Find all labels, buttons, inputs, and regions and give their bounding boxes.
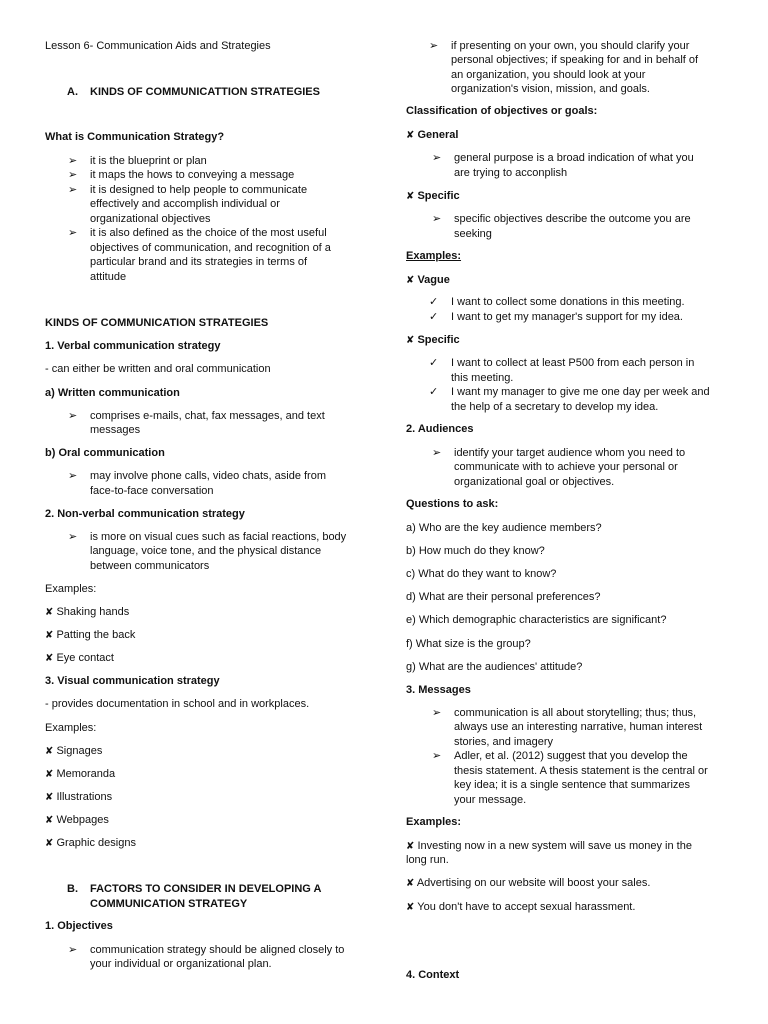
general-heading: ✘ General [406,129,459,141]
classification-heading: Classification of objectives or goals: [406,105,598,117]
arrow-bullet-icon: ➢ [68,169,78,181]
list-item: I want to get my manager's support for my idea. [451,311,683,323]
vague-heading: ✘ Vague [406,274,450,286]
check-mark-icon: ✓ [429,357,439,369]
arrow-bullet-icon: ➢ [432,707,442,719]
list-item: I want to collect some donations in this meeting. [451,296,685,308]
specific2-heading: ✘ Specific [406,334,460,346]
list-item: messages [90,424,141,436]
example-item: ✘ Memoranda [45,768,116,780]
list-item: it is also defined as the choice of the most useful [90,227,327,239]
list-item: I want my manager to give me one day per week and [451,386,710,398]
section-b-letter: B. [67,883,78,895]
arrow-bullet-icon: ➢ [432,213,442,225]
list-item: communication is all about storytelling; thus; thus, [454,707,697,719]
arrow-bullet-icon: ➢ [429,40,439,52]
nonverbal-heading: 2. Non-verbal communication strategy [45,508,245,520]
x-mark-icon: ✘ [45,769,54,780]
messages-heading: 3. Messages [406,684,471,696]
lesson-title: Lesson 6- Communication Aids and Strategies [45,40,271,52]
specific-heading: ✘ Specific [406,190,460,202]
list-item: your individual or organizational plan. [90,958,272,970]
list-item: the help of a secretary to develop my idea. [451,401,659,413]
list-item: it is designed to help people to communicate [90,184,308,196]
check-mark-icon: ✓ [429,311,439,323]
example-item: ✘ Illustrations [45,791,113,803]
x-mark-icon: ✘ [406,130,415,141]
question-item: b) How much do they know? [406,545,545,557]
example-item: ✘ Signages [45,745,103,757]
visual-text: - provides documentation in school and in workplaces. [45,698,310,710]
objectives-heading: 1. Objectives [45,920,113,932]
arrow-bullet-icon: ➢ [68,227,78,239]
x-mark-icon: ✘ [406,878,415,889]
example-item: ✘ Investing now in a new system will save us money in the [406,840,692,852]
arrow-bullet-icon: ➢ [68,470,78,482]
arrow-bullet-icon: ➢ [68,184,78,196]
question-item: c) What do they want to know? [406,568,557,580]
questions-heading: Questions to ask: [406,498,499,510]
x-mark-icon: ✘ [406,335,415,346]
audiences-heading: 2. Audiences [406,423,474,435]
list-item: face-to-face conversation [90,485,214,497]
example-item: ✘ Patting the back [45,629,136,641]
list-item: specific objectives describe the outcome you are [454,213,691,225]
list-item: an organization, you should look at your [451,69,646,81]
x-mark-icon: ✘ [406,191,415,202]
examples-label: Examples: [45,583,97,595]
list-item: objectives of communication, and recognition of a [90,242,331,254]
list-item: it maps the hows to conveying a message [90,169,295,181]
list-item: effectively and accomplish individual or [90,198,280,210]
list-item: personal objectives; if speaking for and in behalf of [451,54,699,66]
section-a-letter: A. [67,86,78,98]
list-item: particular brand and its strategies in terms of [90,256,308,268]
list-item: organizational objectives [90,213,211,225]
example-item: ✘ Eye contact [45,652,114,664]
x-mark-icon: ✘ [45,607,54,618]
example-item: ✘ Advertising on our website will boost your sales. [406,877,651,889]
arrow-bullet-icon: ➢ [68,155,78,167]
question-item: a) Who are the key audience members? [406,522,602,534]
list-item: I want to collect at least P500 from each person in [451,357,695,369]
section-b-heading-line1: FACTORS TO CONSIDER IN DEVELOPING A [90,883,322,895]
x-mark-icon: ✘ [45,815,54,826]
oral-heading: b) Oral communication [45,447,165,459]
section-b-heading-line2: COMMUNICATION STRATEGY [90,898,248,910]
list-item: attitude [90,271,127,283]
list-item: comprises e-mails, chat, fax messages, and text [90,410,325,422]
check-mark-icon: ✓ [429,296,439,308]
list-item: thesis statement. A thesis statement is the central or [454,765,708,777]
examples-heading: Examples: [406,250,462,262]
section-a-heading: KINDS OF COMMUNICATTION STRATEGIES [90,86,320,98]
x-mark-icon: ✘ [45,792,54,803]
example-item-continuation: long run. [406,854,449,866]
kinds-heading: KINDS OF COMMUNICATION STRATEGIES [45,317,269,329]
list-item: this meeting. [451,372,514,384]
arrow-bullet-icon: ➢ [68,531,78,543]
x-mark-icon: ✘ [45,838,54,849]
list-item: organization's vision, mission, and goals. [451,83,650,95]
messages-examples-heading: Examples: [406,816,462,828]
list-item: communication strategy should be aligned closely to [90,944,345,956]
arrow-bullet-icon: ➢ [432,750,442,762]
list-item: between communicators [90,560,210,572]
list-item: seeking [454,228,492,240]
what-is-heading: What is Communication Strategy? [45,131,225,143]
verbal-heading: 1. Verbal communication strategy [45,340,221,352]
list-item: may involve phone calls, video chats, aside from [90,470,327,482]
list-item: your message. [454,794,527,806]
examples-label: Examples: [45,722,97,734]
arrow-bullet-icon: ➢ [68,944,78,956]
list-item: stories, and imagery [454,736,554,748]
x-mark-icon: ✘ [45,653,54,664]
list-item: general purpose is a broad indication of what you [454,152,694,164]
arrow-bullet-icon: ➢ [68,410,78,422]
check-mark-icon: ✓ [429,386,439,398]
x-mark-icon: ✘ [406,275,415,286]
list-item: is more on visual cues such as facial reactions, body [90,531,347,543]
list-item: Adler, et al. (2012) suggest that you develop the [454,750,688,762]
x-mark-icon: ✘ [406,841,415,852]
question-item: e) Which demographic characteristics are significant? [406,614,667,626]
list-item: communicate with to achieve your personal or [454,461,678,473]
arrow-bullet-icon: ➢ [432,447,442,459]
list-item: are trying to acconplish [454,167,568,179]
example-item: ✘ Shaking hands [45,606,130,618]
example-item: ✘ Graphic designs [45,837,136,849]
list-item: always use an interesting narrative, human interest [454,721,703,733]
question-item: d) What are their personal preferences? [406,591,601,603]
list-item: if presenting on your own, you should clarify your [451,40,690,52]
list-item: organizational goal or objectives. [454,476,615,488]
arrow-bullet-icon: ➢ [432,152,442,164]
example-item: ✘ You don't have to accept sexual harassment. [406,901,636,913]
x-mark-icon: ✘ [45,746,54,757]
example-item: ✘ Webpages [45,814,109,826]
question-item: f) What size is the group? [406,638,531,650]
list-item: language, voice tone, and the physical distance [90,545,322,557]
x-mark-icon: ✘ [45,630,54,641]
written-heading: a) Written communication [45,387,180,399]
x-mark-icon: ✘ [406,902,415,913]
context-heading: 4. Context [406,969,460,981]
list-item: key idea; it is a single sentence that summarizes [454,779,691,791]
list-item: it is the blueprint or plan [90,155,207,167]
list-item: identify your target audience whom you need to [454,447,686,459]
question-item: g) What are the audiences' attitude? [406,661,583,673]
visual-heading: 3. Visual communication strategy [45,675,220,687]
verbal-text: - can either be written and oral communication [45,363,271,375]
